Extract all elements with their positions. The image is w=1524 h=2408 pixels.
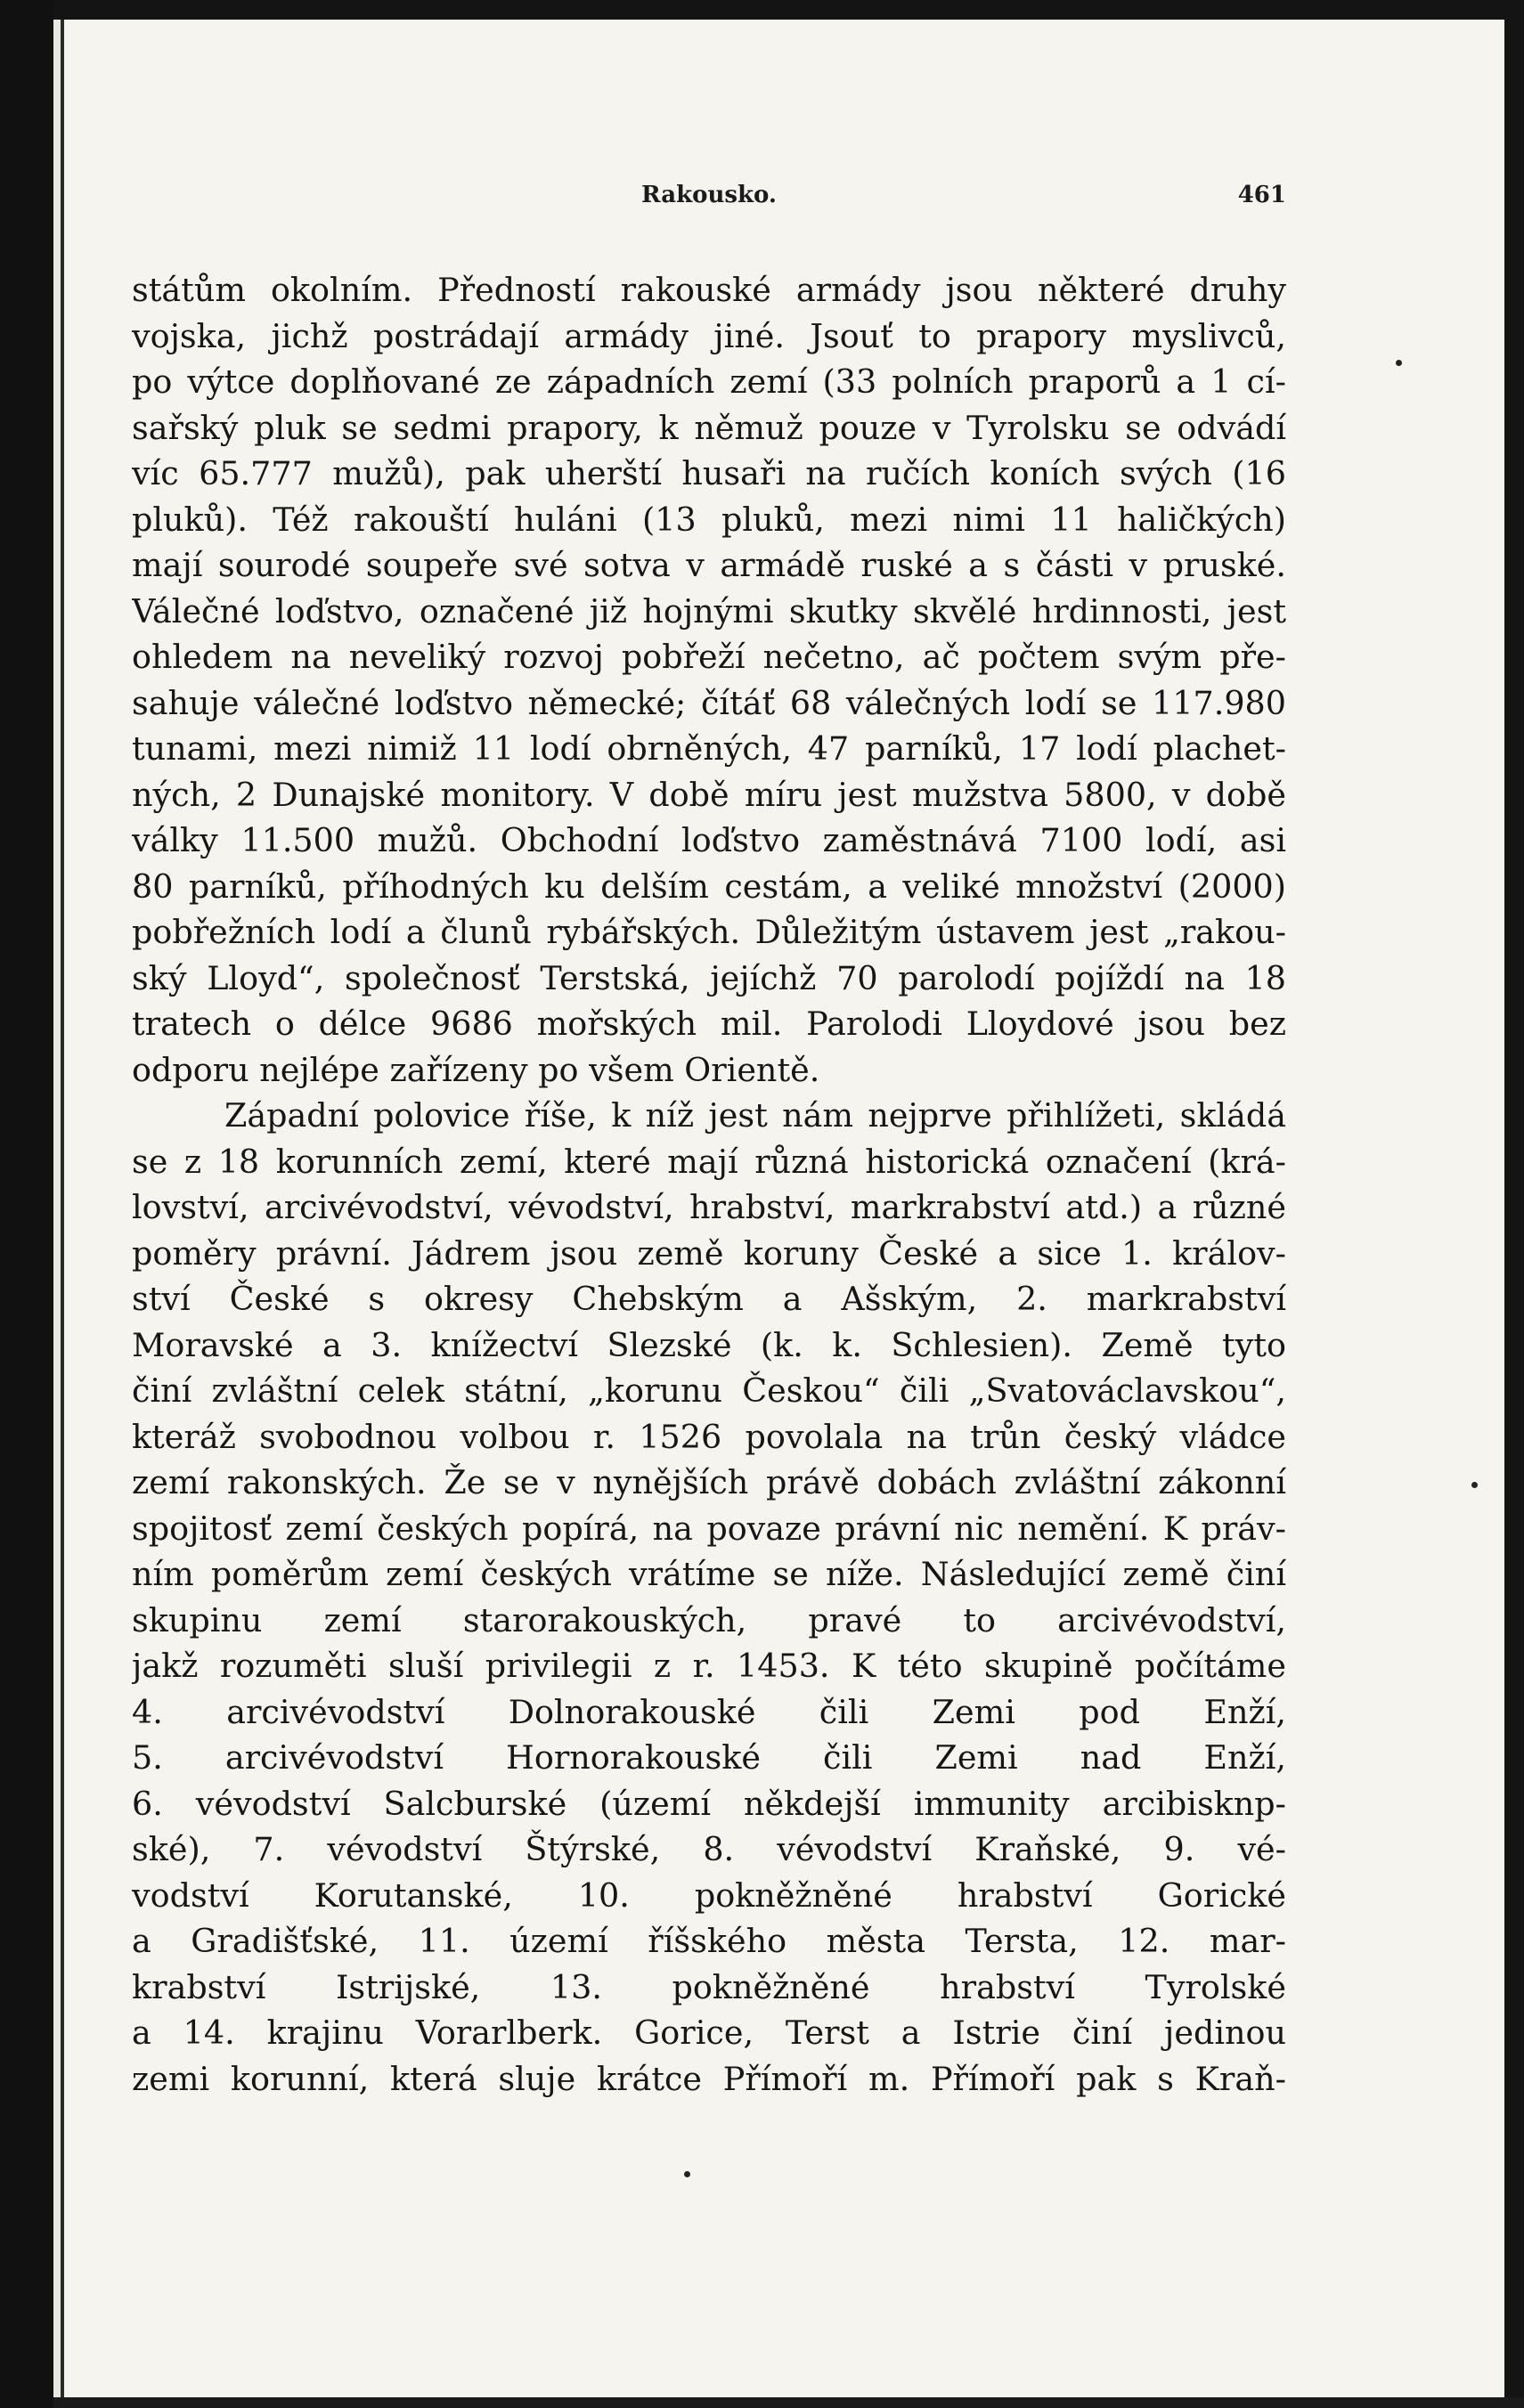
page-header xyxy=(132,182,1286,217)
scan-speck xyxy=(684,2171,690,2177)
text-line: státům okolním. Předností rakouské armády jsou některé druhy xyxy=(132,271,1286,309)
text-line: 5. arcivévodství Hornorakouské čili Zemi nad Enží, xyxy=(132,1738,1286,1777)
text-line: činí zvláštní celek státní, „korunu Českou“ čili „Svatováclavskou“, xyxy=(132,1371,1286,1410)
text-line: zemí rakonských. Že se v nynějších právě dobách zvláštní zákonní xyxy=(132,1463,1286,1501)
text-line: krabství Istrijské, 13. pokněžněné hrabství Tyrolské xyxy=(132,1967,1286,2006)
text-line: Moravské a 3. knížectví Slezské (k. k. Schlesien). Země tyto xyxy=(132,1325,1286,1364)
text-line: sahuje válečné loďstvo německé; čítáť 68 válečných lodí se 117.980 xyxy=(132,683,1286,722)
text-line: poměry právní. Jádrem jsou země koruny České a sice 1. králov- xyxy=(132,1233,1286,1273)
text-line: pobřežních lodí a člunů rybářských. Důležitým ústavem jest „rakou- xyxy=(132,913,1286,951)
text-line: 4. arcivévodství Dolnorakouské čili Zemi pod Enží, xyxy=(132,1692,1286,1731)
text-line: 80 parníků, příhodných ku delším cestám, a veliké množství (2000) xyxy=(132,866,1286,906)
running-title: Rakousko. xyxy=(641,182,777,208)
text-line: spojitosť zemí českých popírá, na povaze právní nic nemění. K práv- xyxy=(132,1509,1286,1548)
text-line: ohledem na neveliký rozvoj pobřeží nečetno, ač počtem svým pře- xyxy=(132,638,1286,676)
text-line: vodství Korutanské, 10. pokněžněné hrabství Gorické xyxy=(132,1875,1286,1915)
text-line: ním poměrům zemí českých vrátíme se níže. Následující země činí xyxy=(132,1555,1286,1593)
text-line: 6. vévodství Salcburské (území někdejší immunity arcibisknp- xyxy=(132,1784,1286,1823)
scan-facing-page-edge xyxy=(53,0,61,2408)
text-line: ných, 2 Dunajské monitory. V době míru jest mužstva 5800, v době xyxy=(132,775,1286,814)
text-line: pluků). Též rakouští huláni (13 pluků, mezi nimi 11 haličkých) xyxy=(132,500,1286,539)
text-line: skupinu zemí starorakouských, pravé to arcivévodství, xyxy=(132,1600,1286,1639)
scan-speck xyxy=(1396,360,1402,366)
paragraph-start-line: Západní polovice říše, k níž jest nám nejprve přihlížeti, skládá xyxy=(224,1096,1286,1135)
scan-speck xyxy=(1471,1482,1478,1488)
text-line: války 11.500 mužů. Obchodní loďstvo zaměstnává 7100 lodí, asi xyxy=(132,821,1286,859)
text-line: po výtce doplňované ze západních zemí (33 polních praporů a 1 cí- xyxy=(132,362,1286,401)
text-line: a 14. krajinu Vorarlberk. Gorice, Terst a Istrie činí jedinou xyxy=(132,2013,1286,2052)
scan-bottom-border xyxy=(53,2397,1524,2408)
text-line: jakž rozuměti sluší privilegii z r. 1453. K této skupině počítáme xyxy=(132,1647,1286,1685)
text-line: Válečné loďstvo, označené již hojnými skutky skvělé hrdinnosti, jest xyxy=(132,591,1286,630)
text-line: ské), 7. vévodství Štýrské, 8. vévodství Kraňské, 9. vé- xyxy=(132,1830,1286,1868)
text-line: vojska, jichž postrádají armády jiné. Jsouť to prapory myslivců, xyxy=(132,316,1286,355)
scan-gutter-line xyxy=(61,0,64,2408)
text-line: kteráž svobodnou volbou r. 1526 povolala na trůn český vládce xyxy=(132,1417,1286,1456)
scan-left-border xyxy=(0,0,53,2408)
text-line: ský Lloyd“, společnosť Terstská, jejíchž 70 parolodí pojíždí na 18 xyxy=(132,958,1286,997)
text-line: mají sourodé soupeře své sotva v armádě ruské a s části v pruské. xyxy=(132,546,1286,584)
text-line: sařský pluk se sedmi prapory, k němuž pouze v Tyrolsku se odvádí xyxy=(132,408,1286,447)
page-number: 461 xyxy=(1237,182,1286,208)
text-line: lovství, arcivévodství, vévodství, hrabství, markrabství atd.) a různé xyxy=(132,1188,1286,1226)
paragraph-end-line: odporu nejlépe zařízeny po všem Orientě. xyxy=(132,1050,820,1089)
text-line: se z 18 korunních zemí, které mají různá historická označení (krá- xyxy=(132,1142,1286,1181)
scan-top-border xyxy=(53,0,1524,20)
text-line: tratech o délce 9686 mořských mil. Parolodi Lloydové jsou bez xyxy=(132,1005,1286,1043)
text-line: tunami, mezi nimiž 11 lodí obrněných, 47 parníků, 17 lodí plachet- xyxy=(132,729,1286,768)
scan-right-border xyxy=(1504,0,1524,2408)
text-line: ství České s okresy Chebským a Ašským, 2. markrabství xyxy=(132,1280,1286,1318)
text-line: a Gradišťské, 11. území říšského města Tersta, 12. mar- xyxy=(132,1922,1286,1960)
body-text xyxy=(132,267,1286,2102)
text-line: zemi korunní, která sluje krátce Přímoří m. Přímoří pak s Kraň- xyxy=(132,2059,1286,2098)
text-line: víc 65.777 mužů), pak uherští husaři na ručích koních svých (16 xyxy=(132,454,1286,492)
